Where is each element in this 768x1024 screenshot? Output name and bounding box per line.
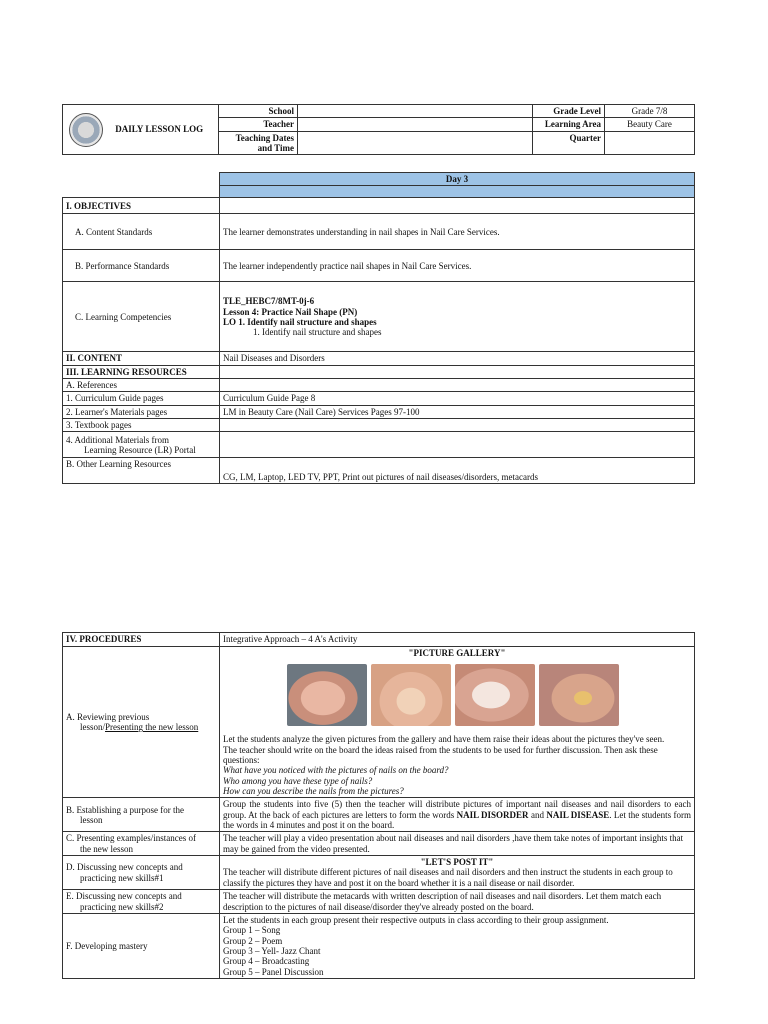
school-value[interactable] [298,105,533,118]
additional-materials-label: 4. Additional Materials from Learning Resource (LR) Portal [63,432,220,458]
group-item: Group 3 – Yell- Jazz Chant [223,945,321,956]
procedure-d-label: D. Discussing new concepts and practicing new skills#1 [63,856,220,890]
procedures-table [62,632,695,979]
teacher-value[interactable] [298,118,533,131]
performance-standards-label: B. Performance Standards [63,250,220,282]
day-header: Day 3 [220,173,695,186]
content-standards-label: A. Content Standards [63,214,220,250]
procedures-heading: IV. PROCEDURES [63,633,220,647]
content-heading: II. CONTENT [63,352,220,365]
competency-lesson: Lesson 4: Practice Nail Shape (PN) [223,306,358,317]
group-item: Group 5 – Panel Discussion [223,966,324,977]
procedure-a-text-2: The teacher should write on the board the ideas raised from the students to be used for further discussion. Then ask these questions: [223,744,658,766]
procedure-d-value: "LET'S POST IT" The teacher will distribute different pictures of nail diseases and nail disorders and then instruct the students in each group to classify the pictures they have and post it on the board whether it is a nail disease or nail disorder. [220,856,695,890]
log-title: DAILY LESSON LOG [115,123,204,134]
procedure-e-label: E. Discussing new concepts and practicing new skills#2 [63,890,220,914]
procedure-b-label: B. Establishing a purpose for the lesson [63,798,220,832]
grade-value: Grade 7/8 [605,105,695,118]
cg-pages-value: Curriculum Guide Page 8 [220,392,695,405]
lesson-table [62,172,695,484]
dates-value[interactable] [298,131,533,155]
cg-pages-label: 1. Curriculum Guide pages [63,392,220,405]
other-resources-label: B. Other Learning Resources [63,458,220,484]
procedure-c-label: C. Presenting examples/instances of the new lesson [63,832,220,856]
performance-standards-value: The learner independently practice nail shapes in Nail Care Services. [220,250,695,282]
procedure-f-value: Let the students in each group present their respective outputs in class according to their group assignment. Group 1 – Song Group 2 – Poem Group 3 – Yell- Jazz Chant Group 4 – Broadcasting Group 5 – Panel Discussion [220,913,695,978]
competencies-value [220,282,695,352]
procedure-c-value: The teacher will play a video presentation about nail diseases and nail disorders ,have them take notes of important insights that may be gained from the video presented. [220,832,695,856]
quarter-value[interactable] [605,131,695,155]
school-label: School [219,105,298,118]
procedure-a-text-1: Let the students analyze the given pictures from the gallery and have them raise their ideas about the pictures they've seen. [223,734,665,745]
references-label: A. References [63,379,220,392]
lm-pages-value: LM in Beauty Care (Nail Care) Services Pages 97-100 [220,405,695,418]
objectives-heading: I. OBJECTIVES [63,198,220,214]
lets-post-it-title: "LET'S POST IT" [420,857,494,868]
area-label: Learning Area [533,118,605,131]
grade-label: Grade Level [533,105,605,118]
nail-photo-2 [371,664,451,726]
group-item: Group 4 – Broadcasting [223,956,310,967]
question-2: Who among you have these type of nails? [223,775,373,786]
content-value: Nail Diseases and Disorders [220,352,695,365]
deped-seal-icon [69,113,103,147]
question-3: How can you describe the nails from the pictures? [223,786,404,797]
picture-gallery [287,664,691,726]
competency-item: 1. Identify nail structure and shapes [253,327,382,338]
procedures-approach: Integrative Approach – 4 A's Activity [220,633,695,647]
procedure-e-value: The teacher will distribute the metacards with written description of nail diseases and nail disorders. Let them match each description to the pictures of nail disease/disorder they've already posted on the board. [220,890,695,914]
competency-code: TLE_HEBC7/8MT-0j-6 [223,296,315,307]
lm-pages-label: 2. Learner's Materials pages [63,405,220,418]
group-item: Group 2 – Poem [223,935,283,946]
resources-heading: III. LEARNING RESOURCES [63,365,220,378]
header-table [62,104,695,155]
other-resources-value: CG, LM, Laptop, LED TV, PPT, Print out pictures of nail diseases/disorders, metacards [220,458,695,484]
teacher-label: Teacher [219,118,298,131]
nail-photo-3 [455,664,535,726]
nail-photo-4 [539,664,619,726]
content-standards-value: The learner demonstrates understanding in nail shapes in Nail Care Services. [220,214,695,250]
gallery-title: "PICTURE GALLERY" [408,648,506,658]
logo-title-cell [63,105,219,155]
textbook-pages-label: 3. Textbook pages [63,419,220,432]
dates-label: Teaching Dates and Time [219,131,298,155]
area-value: Beauty Care [605,118,695,131]
question-1: What have you noticed with the pictures of nails on the board? [223,765,449,776]
procedure-f-label: F. Developing mastery [63,913,220,978]
nail-photo-1 [287,664,367,726]
competency-lo: LO 1. Identify nail structure and shapes [223,316,377,327]
group-item: Group 1 – Song [223,925,281,936]
quarter-label: Quarter [533,131,605,155]
procedure-a-label: A. Reviewing previous lesson/Presenting the new lesson [63,647,220,798]
procedure-b-value: Group the students into five (5) then the teacher will distribute pictures of important nail diseases and nail disorders to each group. At the back of each pictures are letters to form the words NAIL DISORDER and NAIL DISEASE. Let the students form the words in 4 minutes and post it on the board. [220,798,695,832]
procedure-a-value [220,647,695,798]
competencies-label: C. Learning Competencies [63,282,220,352]
day-subheader [220,186,695,198]
